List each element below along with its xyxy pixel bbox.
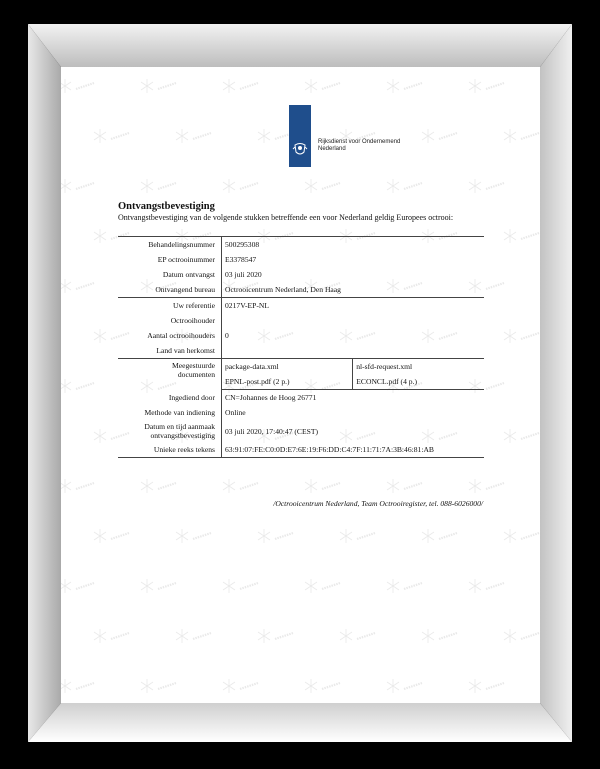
- watermark-snowflake-icon: [220, 577, 260, 595]
- watermark-snowflake-icon: [61, 277, 96, 295]
- table-row: [118, 343, 484, 359]
- label-uw-referentie: Uw referentie: [173, 301, 215, 310]
- watermark-snowflake-icon: [173, 627, 213, 645]
- table-row: [118, 267, 484, 282]
- label-aantal-octrooihouders: Aantal octrooihouders: [147, 331, 215, 340]
- watermark-snowflake-icon: [61, 677, 96, 695]
- label-octrooihouder: Octrooihouder: [170, 316, 215, 325]
- watermark-snowflake-icon: [384, 77, 424, 95]
- footer-signature: /Octrooicentrum Nederland, Team Octrooiregister, tel. 088-6026000/: [273, 499, 483, 508]
- watermark-snowflake-icon: [501, 327, 540, 345]
- label-land-van-herkomst: Land van herkomst: [118, 343, 222, 359]
- value-ingediend-door: CN=Johannes de Hoog 26771: [222, 390, 485, 406]
- certificate-page: [61, 67, 540, 703]
- table-row: [118, 282, 484, 298]
- label-ingediend-door: Ingediend door: [168, 392, 215, 402]
- watermark-snowflake-icon: [138, 677, 178, 695]
- watermark-snowflake-icon: [138, 177, 178, 195]
- document-file: EPNL-post.pdf (2 p.): [222, 374, 353, 390]
- watermark-snowflake-icon: [466, 477, 506, 495]
- logo-org-line2: Nederland: [318, 146, 346, 152]
- value-behandelingsnummer: 500295308: [222, 237, 485, 253]
- value-uw-referentie: 0217V-EP-NL: [222, 298, 485, 314]
- document-title: Ontvangstbevestiging: [118, 201, 215, 212]
- watermark-snowflake-icon: [220, 677, 260, 695]
- watermark-snowflake-icon: [91, 527, 131, 545]
- value-land-van-herkomst: [222, 343, 485, 359]
- watermark-snowflake-icon: [466, 577, 506, 595]
- document-file: package-data.xml: [222, 359, 353, 375]
- watermark-snowflake-icon: [501, 127, 540, 145]
- label-meegestuurde-documenten: [118, 359, 222, 390]
- label-methode-van-indiening: Methode van indiening: [144, 408, 215, 417]
- watermark-snowflake-icon: [173, 127, 213, 145]
- watermark-snowflake-icon: [302, 77, 342, 95]
- watermark-snowflake-icon: [61, 377, 96, 395]
- value-aantal-octrooihouders: 0: [222, 328, 485, 343]
- watermark-snowflake-icon: [220, 477, 260, 495]
- watermark-snowflake-icon: [337, 527, 377, 545]
- watermark-snowflake-icon: [61, 77, 96, 95]
- watermark-snowflake-icon: [302, 177, 342, 195]
- label-ontvangend-bureau: Ontvangend bureau: [118, 282, 222, 298]
- watermark-snowflake-icon: [419, 527, 459, 545]
- value-ep-octrooinummer: E3378547: [222, 252, 485, 267]
- value-methode-van-indiening: Online: [222, 405, 485, 420]
- watermark-snowflake-icon: [384, 577, 424, 595]
- watermark-snowflake-icon: [501, 227, 540, 245]
- watermark-snowflake-icon: [61, 577, 96, 595]
- label-behandelingsnummer: Behandelingsnummer: [118, 237, 222, 253]
- watermark-snowflake-icon: [337, 627, 377, 645]
- document-subtitle: Ontvangstbevestiging van de volgende stukken betreffende een voor Nederland geldig Europees octrooi:: [118, 213, 454, 222]
- watermark-snowflake-icon: [138, 77, 178, 95]
- label-datum-tijd-aanmaak: [118, 420, 222, 442]
- table-row: [118, 359, 484, 375]
- watermark-snowflake-icon: [419, 127, 459, 145]
- table-row: [118, 252, 484, 267]
- logo-organisation-name: [318, 139, 400, 153]
- table-row: [118, 237, 484, 253]
- coat-of-arms-icon: [292, 141, 308, 157]
- watermark-snowflake-icon: [220, 177, 260, 195]
- watermark-snowflake-icon: [466, 77, 506, 95]
- watermark-snowflake-icon: [466, 177, 506, 195]
- receipt-table: [118, 236, 484, 458]
- rvo-logo: [289, 105, 311, 167]
- table-row: [118, 390, 484, 406]
- watermark-snowflake-icon: [255, 527, 295, 545]
- watermark-snowflake-icon: [61, 477, 96, 495]
- watermark-snowflake-icon: [61, 177, 96, 195]
- watermark-snowflake-icon: [302, 577, 342, 595]
- watermark-snowflake-icon: [138, 577, 178, 595]
- value-datum-tijd-aanmaak: 03 juli 2020, 17:40:47 (CEST): [222, 420, 485, 442]
- watermark-snowflake-icon: [501, 627, 540, 645]
- table-row: [118, 313, 484, 328]
- watermark-snowflake-icon: [91, 127, 131, 145]
- watermark-snowflake-icon: [91, 627, 131, 645]
- label-datum-ontvangst: Datum ontvangst: [162, 270, 215, 279]
- watermark-snowflake-icon: [302, 477, 342, 495]
- watermark-snowflake-icon: [384, 477, 424, 495]
- watermark-snowflake-icon: [501, 527, 540, 545]
- label-ep-octrooinummer: EP octrooinummer: [157, 255, 215, 264]
- watermark-snowflake-icon: [384, 677, 424, 695]
- document-file: nl-sfd-request.xml: [353, 359, 484, 375]
- table-row: [118, 405, 484, 420]
- value-octrooihouder: [222, 313, 485, 328]
- watermark-snowflake-icon: [220, 77, 260, 95]
- logo-org-line1: Rijksdienst voor Ondernemend: [318, 139, 401, 145]
- table-row: [118, 328, 484, 343]
- watermark-snowflake-icon: [419, 627, 459, 645]
- watermark-snowflake-icon: [138, 477, 178, 495]
- watermark-snowflake-icon: [384, 177, 424, 195]
- label-datum-tijd-line1: Datum en tijd aanmaak: [144, 422, 215, 431]
- watermark-snowflake-icon: [501, 427, 540, 445]
- label-meegestuurde-line2: documenten: [177, 370, 215, 379]
- label-meegestuurde-line1: Meegestuurde: [171, 361, 215, 370]
- value-ontvangend-bureau: Octrooicentrum Nederland, Den Haag: [222, 282, 485, 298]
- watermark-snowflake-icon: [255, 627, 295, 645]
- watermark-snowflake-icon: [466, 677, 506, 695]
- table-row: [118, 442, 484, 458]
- watermark-snowflake-icon: [302, 677, 342, 695]
- value-unieke-reeks-tekens: 63:91:07:FE:C0:0D:E7:6E:19:F6:DD:C4:7F:11:71:7A:3B:46:81:AB: [222, 442, 485, 458]
- document-file: ECONCL.pdf (4 p.): [353, 374, 484, 390]
- label-datum-tijd-line2: ontvangstbevestiging: [150, 431, 215, 440]
- value-datum-ontvangst: 03 juli 2020: [222, 267, 485, 282]
- table-row: [118, 420, 484, 442]
- label-unieke-reeks-tekens: Unieke reeks tekens: [118, 442, 222, 458]
- watermark-snowflake-icon: [173, 527, 213, 545]
- table-row: [118, 298, 484, 314]
